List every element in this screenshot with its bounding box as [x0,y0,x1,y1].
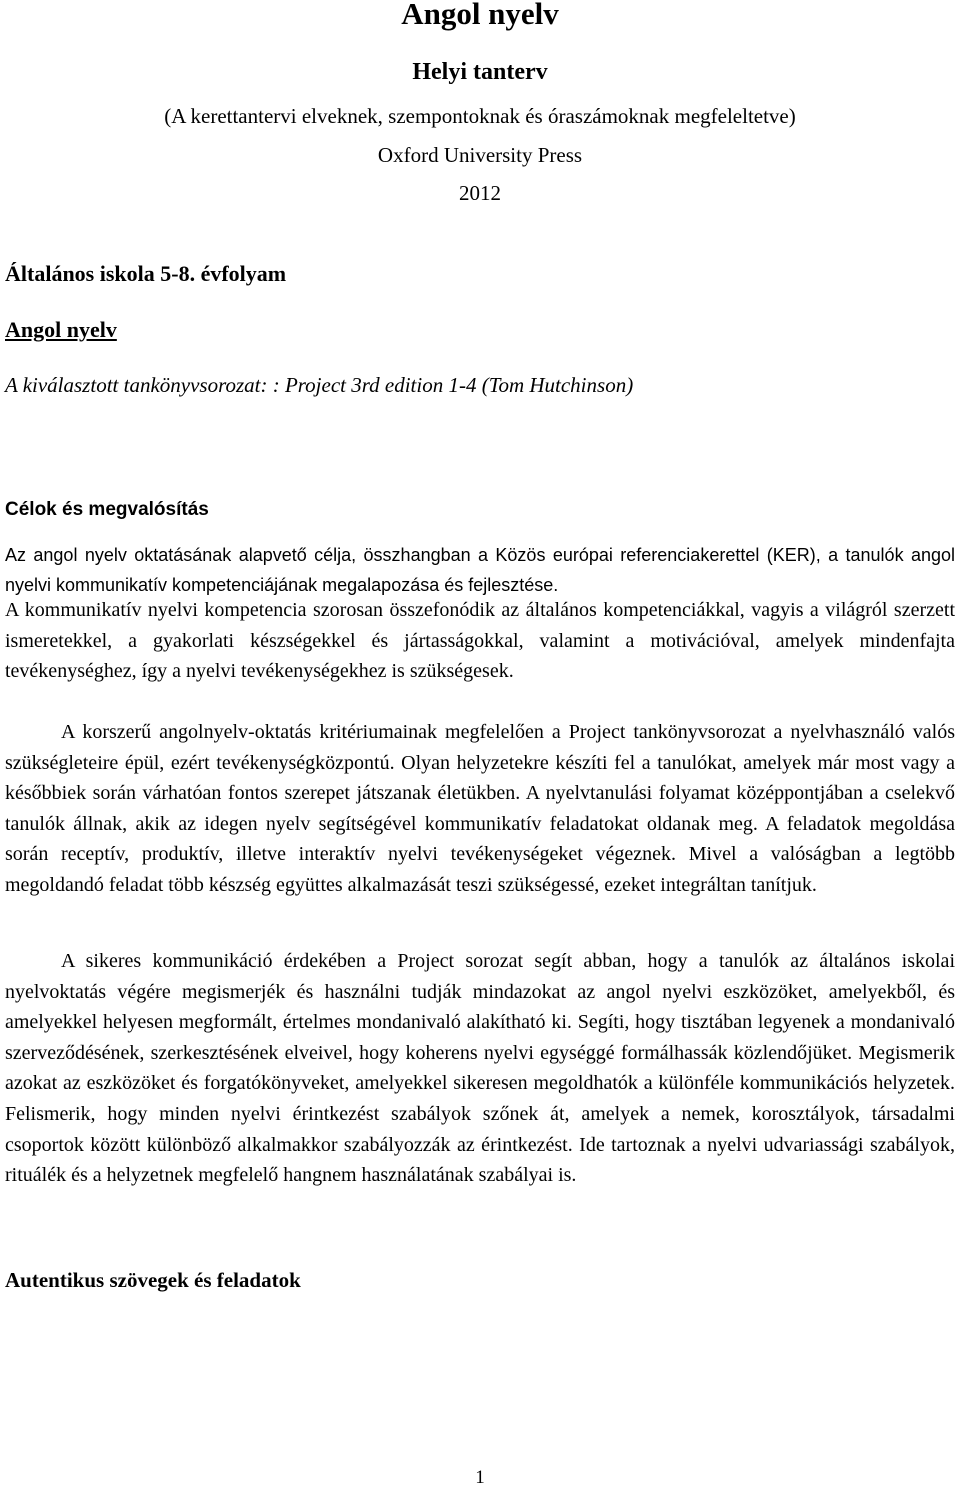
page-number: 1 [475,1467,485,1488]
subject-heading: Angol nyelv [5,317,117,342]
modern-teaching-paragraph: A korszerű angolnyelv-oktatás kritériumainak megfelelően a Project tankönyvsorozat a nyelvhasználó valós szükségleteire épül, ezért tevékenységközpontú. Olyan helyzetekre készíti fel a tanulókat, amelyek már most vagy a későbbiek során várhatóan fontos szerepet játszanak életükben. A nyelvtanulási folyamat középpontjában a cselekvő tanulók állnak, akik az idegen nyelv segítségével kommunikatív feladatokat oldanak meg. A feladatok megoldása során receptív, produktív, illetve interaktív nyelvi tevékenységeket végeznek. Mivel a valóságban a legtöbb megoldandó feladat több készség együttes alkalmazását teszi szükségessé, ezeket integráltan tanítjuk. [5,721,955,896]
curriculum-description: (A kerettantervi elveknek, szempontoknak és óraszámoknak megfeleltetve) [164,104,796,128]
textbook-series-line: A kiválasztott tankönyvsorozat: : Project 3rd edition 1-4 (Tom Hutchinson) [5,373,634,397]
goals-section-heading: Célok és megvalósítás [5,499,209,520]
authentic-texts-heading: Autentikus szövegek és feladatok [5,1268,301,1292]
intro-paragraph: Az angol nyelv oktatásának alapvető célja, összhangban a Közös európai referenciakerettel (KER), a tanulók angol nyelvi kommunikatív kompetenciájának megalapozása és fejlesztése. [5,545,955,595]
page-title: Angol nyelv [401,0,559,31]
publication-year: 2012 [459,181,501,205]
page-subtitle: Helyi tanterv [412,59,548,85]
publisher-name: Oxford University Press [377,143,583,167]
school-level-heading: Általános iskola 5-8. évfolyam [5,261,287,286]
competence-paragraph: A kommunikatív nyelvi kompetencia szorosan összefonódik az általános kompetenciákkal, vagyis a világról szerzett ismeretekkel, a gyakorlati készségekkel és jártasságokkal, valamint a motivációval, amelyek mindenfajta tevékenységhez, így a nyelvi tevékenységekhez is szükségesek. [5,599,955,683]
successful-communication-paragraph: A sikeres kommunikáció érdekében a Project sorozat segít abban, hogy a tanulók az általános iskolai nyelvoktatás végére megismerjék és használni tudják mindazokat az angol nyelvi eszközöket, amelyekből, és amelyekkel helyesen megformált, értelmes mondanivaló alakítható ki. Segíti, hogy tisztában legyenek a mondanivaló szerveződésének, szerkesztésének elveivel, hogy koherens nyelvi egységgé formálhassák közlendőjüket. Megismerik azokat az eszközöket és forgatókönyveket, amelyekkel sikeresen megoldhatók a különféle kommunikációs helyzetek. Felismerik, hogy minden nyelvi érintkezést szabályok szőnek át, amelyek a nemek, korosztályok, társadalmi csoportok között különböző alkalmakkor szabályozzák az érintkezést. Ide tartoznak a nyelvi udvariassági szabályok, rituálék és a helyzetnek megfelelő hangnem használatának szabályai is. [5,950,955,1187]
